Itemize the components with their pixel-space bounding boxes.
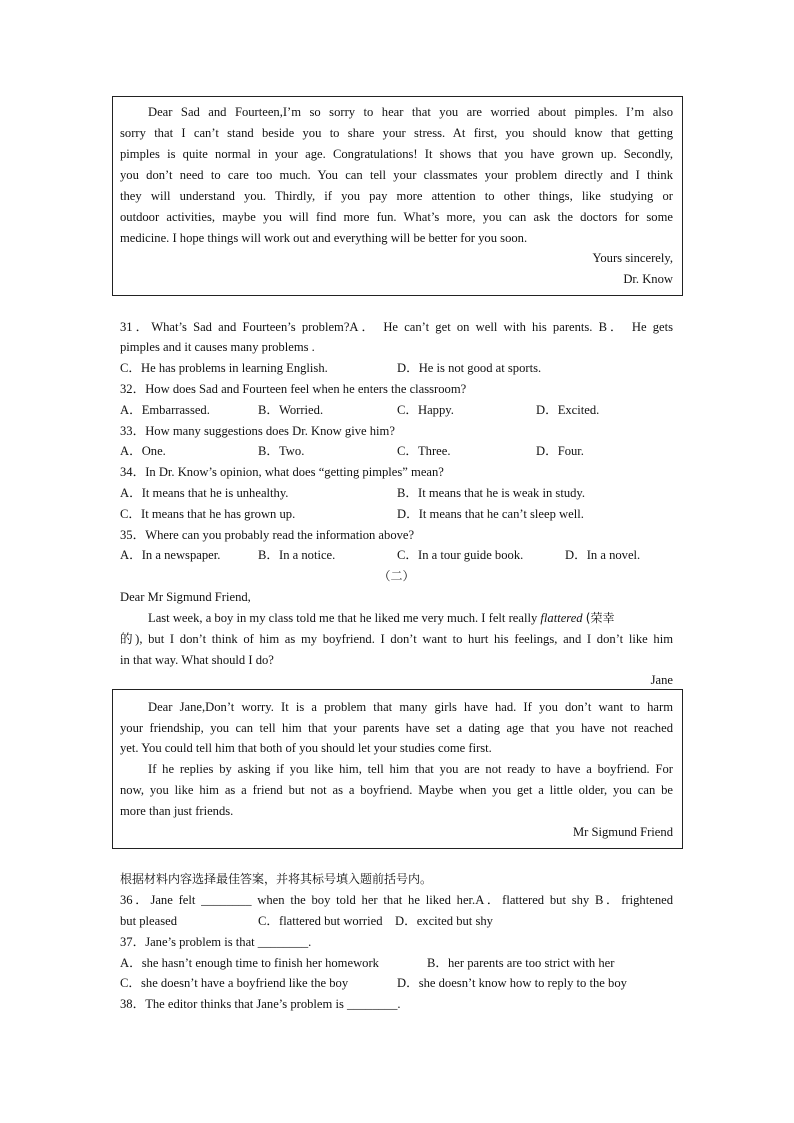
letter-line: 的), but I don’t think of him as my boyfriend. I don’t want to hurt his feelings, and I don’t like him (120, 632, 673, 646)
question-37: 37．Jane’s problem is that ________. (120, 935, 312, 949)
instruction: 根据材料内容选择最佳答案，并将其标号填入题前括号内。 (120, 872, 433, 886)
letter-line: pimples is quite normal in your age. Congratulations! It shows that you have grown up. Secondly, (120, 147, 673, 161)
option-c[interactable]: C．she doesn’t have a boyfriend like the boy (120, 976, 349, 990)
option-c[interactable]: C．In a tour guide book. (397, 548, 524, 562)
question-33-options (120, 442, 673, 460)
option-c[interactable]: C．Happy. (397, 403, 454, 417)
option-a[interactable]: A．she hasn’t enough time to finish her homework (120, 956, 379, 970)
letter-line: more than just friends. (120, 804, 234, 818)
option-a[interactable]: A．In a newspaper. (120, 548, 221, 562)
option-b[interactable]: B．It means that he is weak in study. (397, 486, 586, 500)
letter-line: Dear Sad and Fourteen,I’m so sorry to hear that you are worried about pimples. I’m also (148, 105, 673, 119)
letter-line (148, 609, 673, 627)
option-d[interactable]: D．It means that he can’t sleep well. (397, 507, 584, 521)
letter-line: sorry that I can’t stand beside you to share your stress. At first, you should know that getting (120, 126, 673, 140)
option-d[interactable]: D．He is not good at sports. (397, 361, 542, 375)
gloss: (荣幸 (585, 611, 615, 625)
letter-line: in that way. What should I do? (120, 653, 274, 667)
question-31: 31．What’s Sad and Fourteen’s problem?A． He can’t get on well with his parents. B． He gets (120, 320, 673, 334)
question-31-options (120, 359, 673, 377)
question-33: 33．How many suggestions does Dr. Know give him? (120, 424, 395, 438)
option-c[interactable]: C．flattered but worried (258, 914, 383, 928)
question-37-options-ab (120, 954, 673, 972)
letter-signature: Mr Sigmund Friend (572, 825, 673, 839)
option-a[interactable]: A．One. (120, 444, 166, 458)
letter-line: yet. You could tell him that both of you should let your studies come first. (120, 741, 492, 755)
option-b[interactable]: B．In a notice. (258, 548, 336, 562)
option-c[interactable]: C．Three. (397, 444, 451, 458)
option-b-cont: but pleased (120, 914, 178, 928)
option-a[interactable]: A．It means that he is unhealthy. (120, 486, 289, 500)
letter-line: Dear Jane,Don’t worry. It is a problem that many girls have had. If you don’t want to harm (148, 700, 673, 714)
option-a[interactable]: A．Embarrassed. (120, 403, 210, 417)
question-32: 32．How does Sad and Fourteen feel when he enters the classroom? (120, 382, 467, 396)
option-d[interactable]: D．Four. (536, 444, 584, 458)
flattered-word: flattered (540, 611, 583, 625)
question-38: 38．The editor thinks that Jane’s problem is ________. (120, 997, 401, 1011)
question-34-options-ab (120, 484, 673, 502)
question-35: 35．Where can you probably read the information above? (120, 528, 415, 542)
option-c[interactable]: C．It means that he has grown up. (120, 507, 296, 521)
letter-line: If he replies by asking if you like him, tell him that you are not ready to have a boyfriend. For (148, 762, 673, 776)
letter-text: Last week, a boy in my class told me that he liked me very much. I felt really (148, 611, 538, 625)
question-31-cont: pimples and it causes many problems . (120, 340, 315, 354)
letter-greeting: Dear Mr Sigmund Friend, (120, 590, 251, 604)
letter-signature: Dr. Know (623, 272, 673, 286)
question-32-options (120, 401, 673, 419)
section-heading: （二） (378, 569, 415, 583)
letter-line: your friendship, you can tell him that your parents have set a dating age that you have not reached (120, 721, 673, 735)
option-c[interactable]: C．He has problems in learning English. (120, 361, 328, 375)
letter-line: medicine. I hope things will work out and everything will be better for you soon. (120, 231, 528, 245)
option-d[interactable]: D．Excited. (536, 403, 600, 417)
question-36-options (120, 912, 673, 930)
letter-line: outdoor activities, maybe you will find more fun. What’s more, you can ask the doctors for some (120, 210, 673, 224)
question-36: 36．Jane felt ________ when the boy told her that he liked her.A．flattered but shy B．frightened (120, 893, 673, 907)
letter-line: they will understand you. Thirdly, if you pay more attention to other things, like studying or (120, 189, 673, 203)
letter-line: now, you like him as a friend but not as a boyfriend. Maybe when you get a little older, you can be (120, 783, 673, 797)
question-35-options (120, 546, 673, 564)
question-34: 34．In Dr. Know’s opinion, what does “getting pimples” mean? (120, 465, 444, 479)
option-d[interactable]: D．excited but shy (395, 914, 493, 928)
option-b[interactable]: B．Worried. (258, 403, 324, 417)
letter-closing: Yours sincerely, (592, 251, 673, 265)
question-34-options-cd (120, 505, 673, 523)
option-d[interactable]: D．In a novel. (565, 548, 641, 562)
question-37-options-cd (120, 974, 673, 992)
letter-signature: Jane (650, 673, 673, 687)
option-b[interactable]: B．her parents are too strict with her (427, 956, 615, 970)
option-d[interactable]: D．she doesn’t know how to reply to the boy (397, 976, 627, 990)
letter-line: you don’t need to care too much. You can tell your classmates your problem directly and I think (120, 168, 673, 182)
option-b[interactable]: B．Two. (258, 444, 305, 458)
